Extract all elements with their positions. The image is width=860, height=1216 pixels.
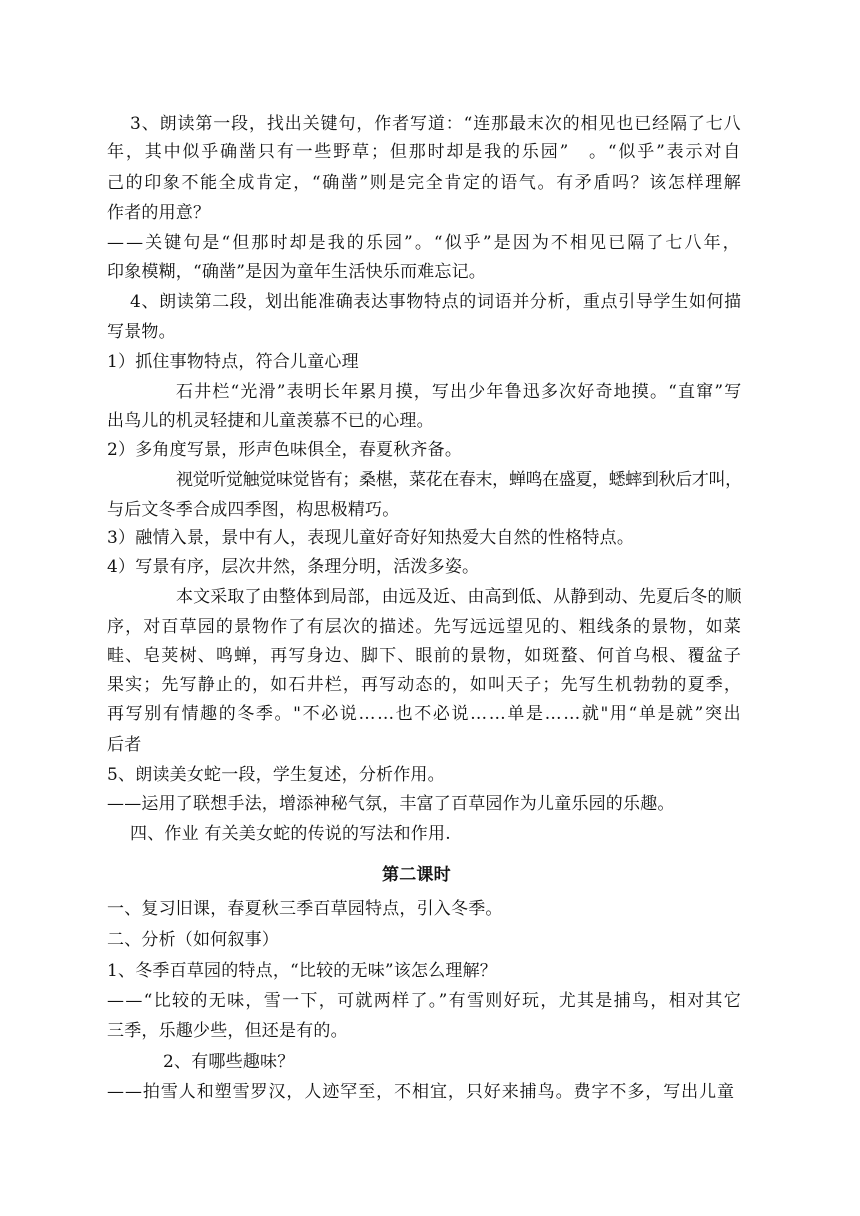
text-line: 写景物。: [107, 322, 176, 342]
text-line: 本文采取了由整体到局部，由远及近、由高到低、从静到动、先夏后冬的顺: [176, 587, 742, 607]
text-line: ——运用了联想手法，增添神秘气氛，丰富了百草园作为儿童乐园的乐趣。: [107, 794, 675, 814]
text-line: 畦、皂荚树、鸣蝉，再写身边、脚下、眼前的景物，如斑蝥、何首乌根、覆盆子: [107, 646, 742, 666]
text-line: 果实；先写静止的，如石井栏，再写动态的，如叫天子；先写生机勃勃的夏季，: [107, 675, 742, 695]
text-line: 3）融情入景，景中有人，表现儿童好奇好知热爱大自然的性格特点。: [107, 528, 635, 548]
lesson-heading: 第二课时: [382, 865, 451, 885]
text-line: 序，对百草园的景物作了有层次的描述。先写远远望见的、粗线条的景物，如菜: [107, 617, 742, 637]
text-line: 再写别有情趣的冬季。"不必说……也不必说……单是……就"用“单是就”突出: [107, 704, 743, 724]
text-line: 二、分析（如何叙事）: [107, 930, 279, 950]
text-line: 三季，乐趣少些，但还是有的。: [107, 1021, 348, 1041]
text-line: 1）抓住事物特点，符合儿童心理: [107, 352, 359, 372]
text-line: ——关键句是“但那时却是我的乐园”。“似乎”是因为不相见已隔了七八年，: [107, 233, 742, 253]
text-line: 一、复习旧课，春夏秋三季百草园特点，引入冬季。: [107, 899, 503, 919]
text-line: 后者: [107, 735, 142, 755]
text-line: 己的印象不能全成肯定，“确凿”则是完全肯定的语气。有矛盾吗？该怎样理解: [107, 173, 743, 193]
text-line: 3、朗读第一段，找出关键句，作者写道：“连那最末次的相见也已经隔了七八: [130, 114, 742, 134]
text-line: 出鸟儿的机灵轻捷和儿童羡慕不已的心理。: [107, 411, 434, 431]
text-line: 5、朗读美女蛇一段，学生复述，分析作用。: [107, 765, 445, 785]
text-line: 四、作业 有关美女蛇的传说的写法和作用.: [130, 824, 451, 844]
text-line: ——“比较的无味，雪一下，可就两样了。”有雪则好玩，尤其是捕鸟，相对其它: [107, 991, 743, 1011]
text-line: 1、冬季百草园的特点，“比较的无味”该怎么理解？: [107, 961, 497, 981]
text-line: 4）写景有序，层次井然，条理分明，活泼多姿。: [107, 557, 480, 577]
text-line: 作者的用意？: [107, 203, 211, 223]
text-line: 4、朗读第二段，划出能准确表达事物特点的词语并分析，重点引导学生如何描: [130, 292, 742, 312]
text-line: 印象模糊，“确凿”是因为童年生活快乐而难忘记。: [107, 262, 486, 282]
text-line: 年，其中似乎确凿只有一些野草；但那时却是我的乐园” 。“似乎”表示对自: [107, 142, 743, 162]
text-line: 与后文冬季合成四季图，构思极精巧。: [107, 500, 400, 520]
text-line: ——拍雪人和塑雪罗汉，人迹罕至，不相宜，只好来捕鸟。费字不多，写出儿童: [107, 1082, 735, 1102]
text-line: 视觉听觉触觉味觉皆有；桑椹，菜花在春末，蝉鸣在盛夏，蟋蟀到秋后才叫，: [176, 470, 742, 490]
text-line: 石井栏“光滑”表明长年累月摸，写出少年鲁迅多次好奇地摸。“直窜”写: [176, 382, 743, 402]
text-line: 2、有哪些趣味？: [163, 1052, 295, 1072]
text-line: 2）多角度写景，形声色味俱全，春夏秋齐备。: [107, 440, 463, 460]
